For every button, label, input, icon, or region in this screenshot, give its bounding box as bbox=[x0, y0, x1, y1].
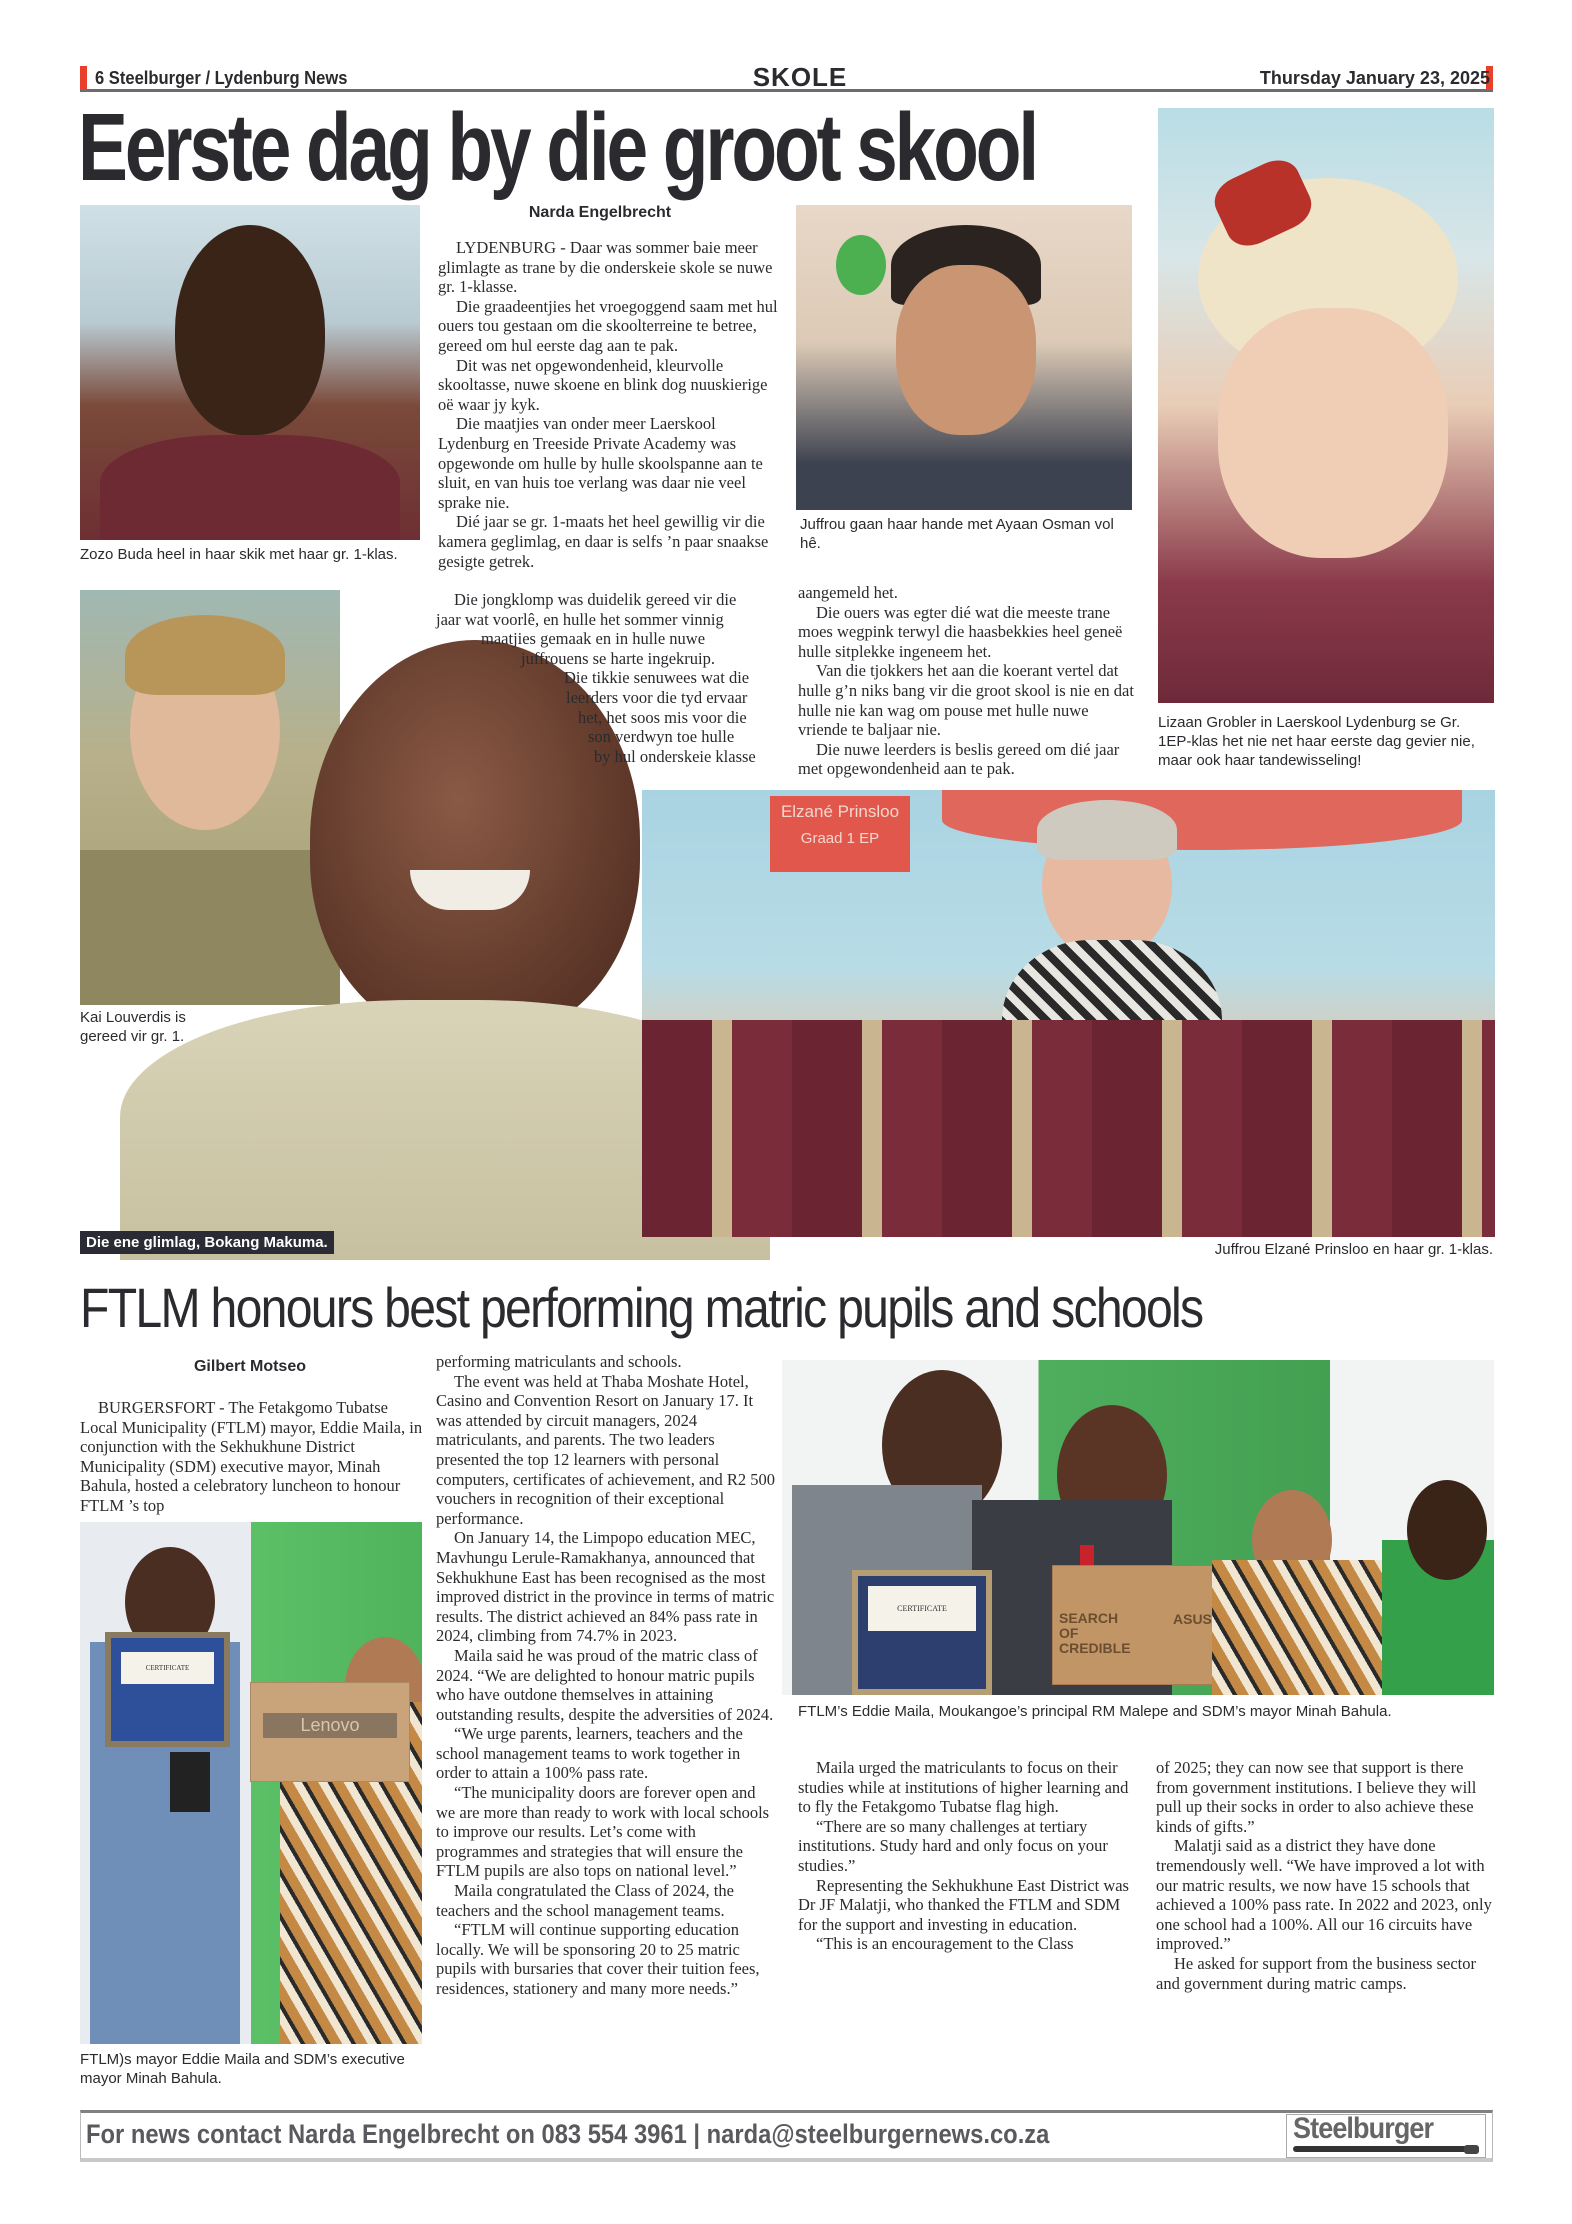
section-title: SKOLE bbox=[752, 62, 848, 92]
paragraph: aangemeld het. bbox=[798, 583, 898, 602]
paragraph: Van die tjokkers het aan die koerant vertel dat hulle g’n niks bang vir die groot skool is nie en dat hulle nie kan wag om pouse met hulle nuwe vriende te baljaar nie. bbox=[798, 661, 1134, 740]
wrap-line: son verdwyn toe hulle bbox=[588, 727, 735, 747]
photo-children-row bbox=[642, 1020, 1495, 1237]
article1-byline: Narda Engelbrecht bbox=[528, 204, 672, 221]
logo-wordmark: Steelburger bbox=[1293, 2112, 1434, 2145]
paragraph: Maila said he was proud of the matric class of 2024. “We are delighted to honour matric pupils who have outdone themselves in attaining outstanding results, despite the adversities of 2024. bbox=[436, 1645, 774, 1724]
paragraph: He asked for support from the business sector and government during matric camps. bbox=[1156, 1953, 1476, 1993]
paragraph: Malatji said as a district they have done tremendously well. “We have improved a lot with our matric results, we now have 15 schools that achieved a 100% pass rate. In 2022 and 2023, only one school had a 100%. All our 16 circuits have improved.” bbox=[1156, 1836, 1492, 1954]
photo-face-shape bbox=[175, 225, 325, 435]
caption-left-photo: FTLM)s mayor Eddie Maila and SDM’s executive mayor Minah Bahula. bbox=[80, 2051, 405, 2087]
page-number-publication: 6 Steelburger / Lydenburg News bbox=[95, 68, 348, 88]
wrap-line: juffrouens se harte ingekruip. bbox=[521, 648, 715, 668]
photo-maila-bahula-lenovo bbox=[80, 1522, 422, 2044]
paragraph: Die maatjies van onder meer Laerskool Lydenburg en Treeside Private Academy was opgewonde om hulle by hulle skoolspanne aan te sluit, en van huis toe verlang was daar nie veel sprake nie. bbox=[438, 414, 763, 512]
article1-body-col2 bbox=[798, 583, 1138, 779]
paragraph: Die graadeentjies het vroegoggend saam met hul ouers tou gestaan om die skoolterreine te betree, gereed om hul eerste dag aan te pak. bbox=[438, 296, 778, 355]
class-sign-line1: Elzané Prinsloo bbox=[780, 802, 900, 821]
paragraph: On January 14, the Limpopo education MEC, Mavhungu Lerule-Ramakhanya, announced that Sekhukhune East has been recognised as the most improved district in the province in terms of matric results. The district achieved an 84% pass rate in 2024, climbing from 74.7% in 2023. bbox=[436, 1528, 775, 1646]
article2-byline: Gilbert Motseo bbox=[193, 1358, 306, 1375]
wrap-line: jaar wat voorlê, en hulle het sommer vinnig bbox=[436, 609, 724, 629]
paragraph: Dié jaar se gr. 1-maats het heel gewillig vir die kamera geglimlag, en daar is selfs ’n paar snaakse gesigte getrek. bbox=[438, 512, 769, 571]
caption-lizaan: Lizaan Grobler in Laerskool Lydenburg se Gr. 1EP-klas het nie net haar eerste dag gevier nie, maar ook haar tandewisseling! bbox=[1158, 714, 1475, 769]
paragraph: “This is an encouragement to the Class bbox=[816, 1934, 1074, 1954]
paragraph: “We urge parents, learners, teachers and the school management teams to work together in order to attain a 100% pass rate. bbox=[436, 1724, 743, 1783]
laptop-box-text: SEARCH OF CREDIBLE bbox=[1059, 1610, 1131, 1656]
wrap-line: het, het soos mis voor die bbox=[578, 707, 747, 727]
photo-woman-dress bbox=[1212, 1560, 1382, 1695]
logo-badge bbox=[1464, 2145, 1479, 2154]
photo-sign-board bbox=[770, 796, 910, 872]
caption-zozo: Zozo Buda heel in haar skik met haar gr. 1-klas. bbox=[80, 546, 398, 563]
paragraph: “The municipality doors are forever open and we are more than ready to work with local schools to improve our results. Let’s come with programmes and strategies that will ensure the FTLM pupils are also tops on national level.” bbox=[436, 1783, 770, 1881]
photo-certificate-frame bbox=[105, 1632, 230, 1747]
photo-teacher-hair bbox=[1037, 800, 1177, 860]
photo-zozo-buda bbox=[80, 205, 420, 540]
photo-uniform-shape bbox=[100, 435, 400, 540]
logo-bar bbox=[1293, 2146, 1479, 2152]
class-sign-line2: Graad 1 EP bbox=[800, 830, 880, 847]
paragraph: “FTLM will continue supporting education locally. We will be sponsoring 20 to 25 matric pupils with bursaries that cover their tuition fees, residences, stationery and many more needs.” bbox=[436, 1920, 760, 1998]
caption-bokang: Die ene glimlag, Bokang Makuma. bbox=[80, 1231, 334, 1254]
caption-kai: Kai Louverdis is gereed vir gr. 1. bbox=[80, 1009, 186, 1045]
certificate-label: CERTIFICATE bbox=[868, 1586, 976, 1631]
article2-body-col3 bbox=[798, 1758, 1133, 1954]
paragraph: “There are so many challenges at tertiary institutions. Study hard and only focus on your studies.” bbox=[798, 1816, 1108, 1875]
article2-body-col2 bbox=[436, 1352, 776, 1999]
paragraph: The event was held at Thaba Moshate Hotel, Casino and Convention Resort on January 17. It was attended by circuit managers, 2024 matriculants, and parents. The two leaders presented the top 12 learners with personal computers, certificates of achievement, and R2 500 vouchers in recognition of their exceptional performance. bbox=[436, 1371, 776, 1528]
wrap-line: by hul onderskeie klasse bbox=[594, 746, 756, 766]
wrap-line: maatjies gemaak en in hulle nuwe bbox=[481, 629, 706, 649]
caption-right-photo: FTLM’s Eddie Maila, Moukangoe’s principal RM Malepe and SDM’s mayor Minah Bahula. bbox=[798, 1703, 1392, 1720]
wrap-line: Die jongklomp was duidelik gereed vir die bbox=[454, 590, 737, 609]
photo-gift-bag bbox=[170, 1752, 210, 1812]
paragraph: BURGERSFORT - The Fetakgomo Tubatse Local Municipality (FTLM) mayor, Eddie Maila, in conjunction with the Sekhukhune District Municipality (SDM) executive mayor, Minah Bahula, hosted a celebratory luncheon to honour FTLM ’s top bbox=[80, 1398, 423, 1515]
photo-class-prinsloo bbox=[642, 790, 1495, 1237]
footer-contact: For news contact Narda Engelbrecht on 083 554 3961 | narda@steelburgernews.co.za bbox=[86, 2119, 1050, 2149]
certificate-label: CERTIFICATE bbox=[121, 1652, 214, 1684]
photo-face-shape bbox=[1218, 308, 1448, 558]
header-accent-left bbox=[80, 66, 87, 90]
paragraph: Die ouers was egter dié wat die meeste trane moes wegpink terwyl die haasbekkies heel geneë hulle sitplekke ingeneem het. bbox=[798, 602, 1123, 661]
steelburger-logo bbox=[1286, 2114, 1486, 2158]
photo-red-hills bbox=[942, 790, 1462, 850]
paragraph: Representing the Sekhukhune East District was Dr JF Malatji, who thanked the FTLM and SDM for the support and investing in education. bbox=[798, 1875, 1129, 1934]
article2-body-col4 bbox=[1156, 1758, 1496, 1993]
caption-ayaan: Juffrou gaan haar hande met Ayaan Osman vol hê. bbox=[800, 516, 1114, 552]
paragraph: performing matriculants and schools. bbox=[436, 1352, 682, 1371]
photo-laptop-box bbox=[250, 1682, 410, 1782]
caption-class: Juffrou Elzané Prinsloo en haar gr. 1-klas. bbox=[1214, 1241, 1493, 1258]
paragraph: Maila congratulated the Class of 2024, the teachers and the school management teams. bbox=[436, 1881, 734, 1920]
paragraph: Dit was net opgewondenheid, kleurvolle skooltasse, nuwe skoene en blink dog nuuskierige oë waar jy kyk. bbox=[438, 355, 768, 414]
wrap-line: leerders voor die tyd ervaar bbox=[566, 687, 748, 707]
wrap-line: Die tikkie senuwees wat die bbox=[564, 668, 750, 688]
laptop-brand-label: ASUS bbox=[1173, 1611, 1212, 1627]
article1-headline: Eerste dag by die groot skool bbox=[78, 94, 1037, 201]
article2-headline: FTLM honours best performing matric pupils and schools bbox=[80, 1276, 1203, 1339]
photo-certificate-frame bbox=[852, 1570, 992, 1695]
laptop-brand-label: Lenovo bbox=[263, 1713, 397, 1738]
issue-date: Thursday January 23, 2025 bbox=[1259, 68, 1490, 88]
photo-woman2-head bbox=[1407, 1480, 1487, 1580]
paragraph: Die nuwe leerders is beslis gereed om dié jaar met opgewondenheid aan te pak. bbox=[798, 739, 1120, 779]
paragraph: of 2025; they can now see that support is there from government institutions. I believe they will pull up their socks in order to also achieve these kinds of gifts.” bbox=[1156, 1758, 1477, 1836]
photo-decor-shape bbox=[836, 235, 886, 295]
photo-maila-malepe-bahula bbox=[782, 1360, 1494, 1695]
article2-body-col1 bbox=[80, 1398, 425, 1516]
article1-body-col1 bbox=[438, 238, 778, 571]
photo-lizaan-grobler bbox=[1158, 108, 1494, 703]
article1-body-col1-wrap bbox=[436, 590, 778, 766]
photo-ayaan-osman bbox=[796, 205, 1132, 510]
photo-face-shape bbox=[896, 265, 1036, 435]
paragraph: LYDENBURG - Daar was sommer baie meer glimlagte as trane by die onderskeie skole se nuwe gr. 1-klasse. bbox=[438, 238, 773, 297]
paragraph: Maila urged the matriculants to focus on their studies while at institutions of higher learning and to fly the Fetakgomo Tubatse flag high. bbox=[798, 1758, 1129, 1817]
